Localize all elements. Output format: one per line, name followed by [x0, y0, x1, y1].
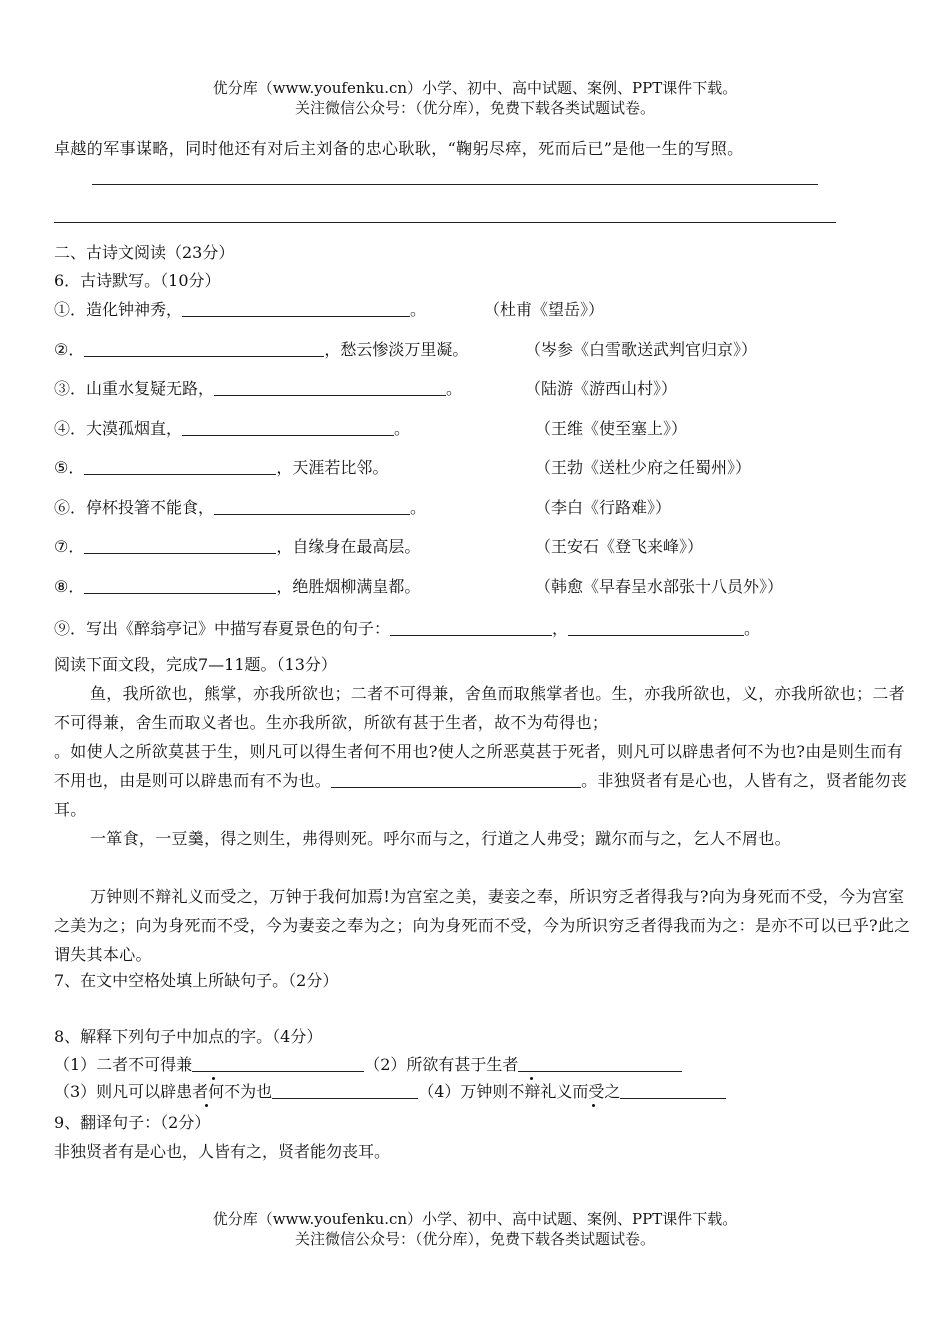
answer-blank[interactable]: [620, 1082, 726, 1099]
q9-title: 9、翻译句子：（2分）: [54, 1113, 211, 1132]
item-text-after: ，自缘身在最高层。: [276, 537, 421, 556]
poem-item-5: [54, 458, 388, 478]
poem-source-8: （韩愈《早春呈水部张十八员外》）: [535, 577, 784, 596]
answer-blank[interactable]: [182, 419, 394, 436]
footer-line-2: 关注微信公众号：（优分库），免费下载各类试题试卷。: [294, 1230, 655, 1248]
poem-item-4: [54, 419, 410, 439]
item-text-before: 大漠孤烟直，: [86, 419, 183, 438]
item-number: ①．: [54, 300, 87, 319]
q8-item-3: （3）则凡可以辟患者何不为也: [54, 1082, 273, 1101]
item-number: ②．: [54, 340, 85, 359]
q7-title: 7、在文中空格处填上所缺句子。（2分）: [54, 971, 339, 990]
poem-source-5: （王勃《送杜少府之任蜀州》）: [535, 458, 752, 477]
emphasis-dot: [205, 1104, 208, 1107]
q8-title: 8、解释下列句子中加点的字。（4分）: [54, 1027, 323, 1046]
answer-blank[interactable]: [84, 577, 276, 594]
passage-text: 。如使人之所欲莫甚于生，则凡可以得生者何不用也?使人之所恶莫甚于死者，则凡可以辟患者何不为也?由是则生而有不用也，由是则可以辟患而有不为也。: [54, 742, 904, 790]
passage-text: 。非独贤者有是心也，人皆有之，贤者能勿丧耳。: [54, 771, 908, 819]
emphasis-dot: [212, 1077, 215, 1080]
passage-paragraph-3: 万钟则不辩礼义而受之，万钟于我何加焉!为宫室之美，妻妾之奉，所识穷乏者得我与?向为身死而不受，今为宫室之美为之；向为身死而不受，今为妻妾之奉为之；向为身死而不受，今为所识穷乏者得我而为之：是亦不可以已乎?此之谓失其本心。: [54, 887, 911, 964]
poem-item-3: [54, 379, 462, 399]
item-text-after: 。: [410, 300, 427, 319]
q8-item-4: （4）万钟则不辩礼义而受之: [418, 1082, 621, 1101]
q8-row-2: [54, 1082, 726, 1102]
item-text-before: 停杯投箸不能食，: [86, 498, 215, 517]
header-line-1: 优分库（www.youfenku.cn）小学、初中、高中试题、案例、PPT课件下载。: [212, 79, 738, 97]
answer-blank[interactable]: [214, 379, 446, 396]
item-number: ⑥．: [54, 498, 87, 517]
intro-line: 卓越的军事谋略，同时他还有对后主刘备的忠心耿耿，“鞠躬尽瘁，死而后已”是他一生的写照。: [54, 139, 744, 158]
q6-title: 6．古诗默写。（10分）: [54, 271, 221, 290]
passage-paragraph-1: [54, 679, 912, 824]
answer-blank[interactable]: [84, 537, 276, 554]
item-text-after: ，天涯若比邻。: [276, 458, 389, 477]
poem-source-1: （杜甫《望岳》）: [484, 300, 605, 319]
item-9-sep: ，: [552, 619, 569, 638]
answer-line-2[interactable]: [54, 222, 836, 223]
poem-source-3: （陆游《游西山村》）: [525, 379, 678, 398]
poem-item-1: [54, 300, 426, 320]
answer-line-1[interactable]: [92, 184, 818, 185]
poem-item-9: [54, 619, 760, 639]
item-text-after: 。: [410, 498, 427, 517]
q8-row-1: [54, 1055, 682, 1075]
passage-paragraph-2: 一箪食，一豆羹，得之则生，弗得则死。呼尔而与之，行道之人弗受；蹴尔而与之，乞人不屑也。: [90, 829, 791, 848]
answer-blank[interactable]: [182, 300, 410, 317]
item-text-after: 。: [394, 419, 411, 438]
passage-text: 鱼，我所欲也，熊掌，亦我所欲也；二者不可得兼，舍鱼而取熊掌者也。生，亦我所欲也，义，亦我所欲也；二者不可得兼，舍生而取义者也。生亦我所欲，所欲有甚于生者，故不为苟得也；: [54, 684, 906, 732]
item-number: ④．: [54, 419, 87, 438]
item-number: ⑤．: [54, 458, 85, 477]
q8-item-1: （1）二者不可得兼: [54, 1055, 193, 1074]
item-number: ⑧．: [54, 577, 85, 596]
item-number: ⑦．: [54, 537, 85, 556]
item-text-after: ，绝胜烟柳满皇都。: [276, 577, 421, 596]
answer-blank[interactable]: [272, 1082, 418, 1099]
poem-item-8: [54, 577, 420, 597]
q8-item-2: （2）所欲有甚于生者: [364, 1055, 519, 1074]
poem-source-7: （王安石《登飞来峰》）: [535, 537, 704, 556]
poem-item-7: [54, 537, 420, 557]
answer-blank[interactable]: [214, 498, 410, 515]
footer-line-1: 优分库（www.youfenku.cn）小学、初中、高中试题、案例、PPT课件下载。: [212, 1210, 738, 1228]
answer-blank[interactable]: [568, 619, 744, 636]
poem-item-2: [54, 340, 468, 360]
item-9-text: ⑨．写出《醉翁亭记》中描写春夏景色的句子：: [54, 619, 391, 638]
poem-source-2: （岑参《白雪歌送武判官归京》）: [525, 340, 758, 359]
item-text-after: ，愁云惨淡万里凝。: [324, 340, 469, 359]
reading-intro: 阅读下面文段，完成7—11题。（13分）: [54, 655, 337, 674]
item-text-after: 。: [446, 379, 463, 398]
passage-blank[interactable]: [331, 771, 581, 788]
answer-blank[interactable]: [390, 619, 552, 636]
item-number: ③．: [54, 379, 87, 398]
q9-text: 非独贤者有是心也，人皆有之，贤者能勿丧耳。: [54, 1142, 391, 1161]
emphasis-dot: [592, 1104, 595, 1107]
section-title: 二、古诗文阅读（23分）: [54, 243, 235, 262]
answer-blank[interactable]: [84, 340, 324, 357]
answer-blank[interactable]: [84, 458, 276, 475]
item-9-end: 。: [744, 619, 761, 638]
poem-source-6: （李白《行路难》）: [535, 498, 672, 517]
poem-item-6: [54, 498, 426, 518]
poem-source-4: （王维《使至塞上》）: [535, 419, 688, 438]
header-line-2: 关注微信公众号：（优分库），免费下载各类试题试卷。: [294, 99, 655, 117]
emphasis-dot: [530, 1077, 533, 1080]
item-text-before: 山重水复疑无路，: [86, 379, 215, 398]
answer-blank[interactable]: [192, 1055, 364, 1072]
answer-blank[interactable]: [518, 1055, 682, 1072]
item-text-before: 造化钟神秀，: [86, 300, 183, 319]
